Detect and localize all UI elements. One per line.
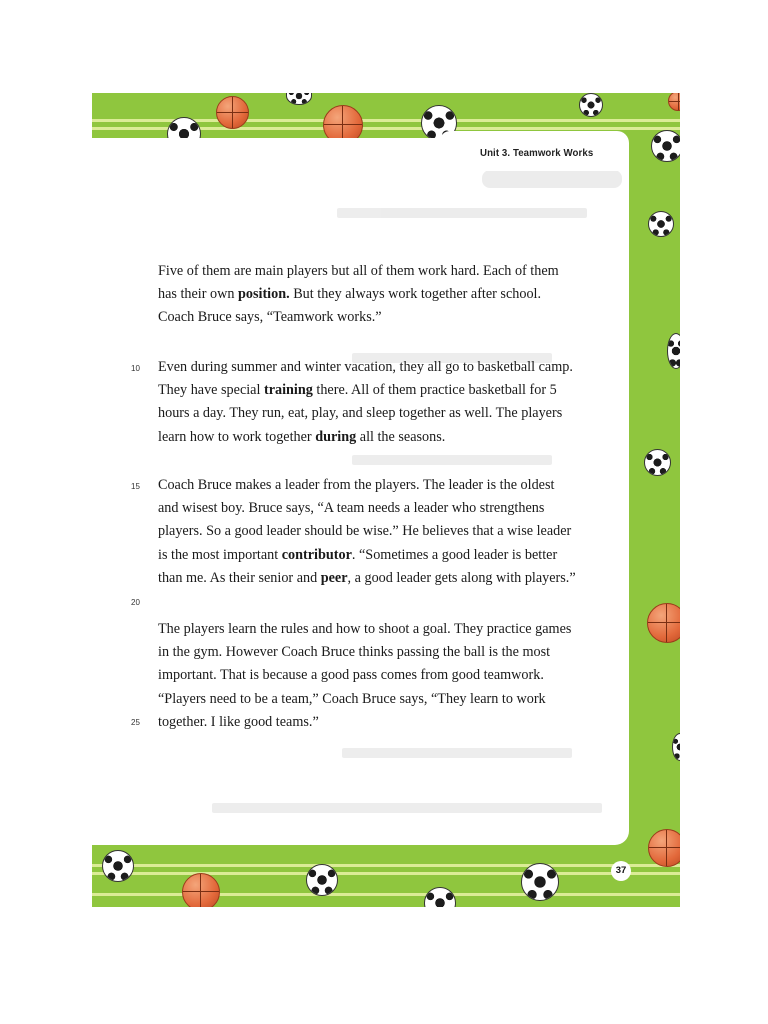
vocab-word: training — [263, 382, 313, 399]
text-segment: players. So a good leader should be wise.” He believes that a wise leader — [158, 523, 572, 540]
vocab-word: peer — [320, 569, 348, 586]
unit-title: Unit 3. Teamwork Works — [480, 147, 594, 159]
line-number: 20 — [131, 598, 140, 607]
paragraph — [158, 474, 608, 590]
basketball-icon — [648, 829, 680, 867]
soccer-ball-icon — [667, 333, 680, 369]
text-segment: learn how to work together — [158, 428, 316, 445]
text-segment: They have special — [158, 382, 264, 399]
text-segment: all the seasons. — [356, 428, 446, 445]
line-number: 15 — [131, 482, 140, 491]
text-line — [158, 474, 608, 497]
text-line — [158, 426, 608, 449]
text-segment: is the most important — [158, 546, 282, 563]
soccer-ball-icon — [648, 211, 674, 237]
soccer-ball-icon — [644, 449, 671, 476]
text-line — [158, 711, 608, 734]
soccer-ball-icon — [521, 863, 559, 901]
text-line — [158, 567, 608, 590]
text-line — [158, 306, 608, 329]
text-segment: than me. As their senior and — [158, 569, 321, 586]
text-segment: has their own — [158, 286, 238, 303]
text-line — [158, 260, 608, 283]
soccer-ball-icon — [651, 130, 680, 162]
vocab-word: position. — [238, 286, 290, 303]
text-line — [158, 402, 608, 425]
text-segment: Even during summer and winter vacation, they all go to basketball camp. — [158, 359, 573, 375]
text-line — [158, 379, 608, 402]
text-line — [158, 544, 608, 567]
text-segment: Coach Bruce says, “Teamwork works.” — [158, 309, 382, 326]
soccer-ball-icon — [579, 93, 603, 117]
soccer-ball-icon — [672, 733, 680, 761]
line-number: 10 — [131, 364, 140, 373]
text-segment: . “Sometimes a good leader is better — [351, 546, 558, 563]
basketball-icon — [668, 93, 680, 111]
text-segment: there. All of them practice basketball for 5 — [312, 382, 557, 399]
paragraph — [158, 260, 608, 330]
text-line — [158, 520, 608, 543]
text-segment: But they always work together after school. — [289, 286, 542, 303]
paragraph — [158, 618, 608, 734]
basketball-icon — [647, 603, 680, 643]
paragraph — [158, 356, 608, 449]
text-line — [158, 356, 608, 379]
text-line — [158, 664, 608, 687]
soccer-ball-icon — [286, 93, 312, 105]
vocab-word: during — [315, 428, 357, 445]
page-number: 37 — [611, 861, 631, 881]
text-segment: Five of them are main players but all of them work hard. Each of them — [158, 263, 559, 279]
text-line — [158, 283, 608, 306]
text-segment: hours a day. They run, eat, play, and sleep together as well. The players — [158, 405, 563, 422]
text-segment: important. That is because a good pass comes from good teamwork. — [158, 667, 544, 684]
soccer-ball-icon — [102, 850, 134, 882]
text-segment: and wisest boy. Bruce says, “A team needs a leader who strengthens — [158, 500, 545, 517]
basketball-icon — [216, 96, 249, 129]
text-line — [158, 688, 608, 711]
text-line — [158, 497, 608, 520]
text-segment: , a good leader gets along with players.” — [347, 569, 576, 586]
vocab-word: contributor — [281, 546, 352, 563]
text-line — [158, 641, 608, 664]
text-line — [158, 618, 608, 641]
text-segment: in the gym. However Coach Bruce thinks passing the ball is the most — [158, 644, 551, 661]
text-segment: The players learn the rules and how to shoot a goal. They practice games — [158, 621, 572, 637]
soccer-ball-icon — [424, 887, 456, 907]
soccer-ball-icon — [306, 864, 338, 896]
basketball-icon — [182, 873, 220, 907]
line-number: 25 — [131, 718, 140, 727]
text-segment: together. I like good teams.” — [158, 713, 319, 730]
text-segment: Coach Bruce makes a leader from the players. The leader is the oldest — [158, 477, 555, 493]
text-segment: “Players need to be a team,” Coach Bruce says, “They learn to work — [158, 690, 546, 707]
